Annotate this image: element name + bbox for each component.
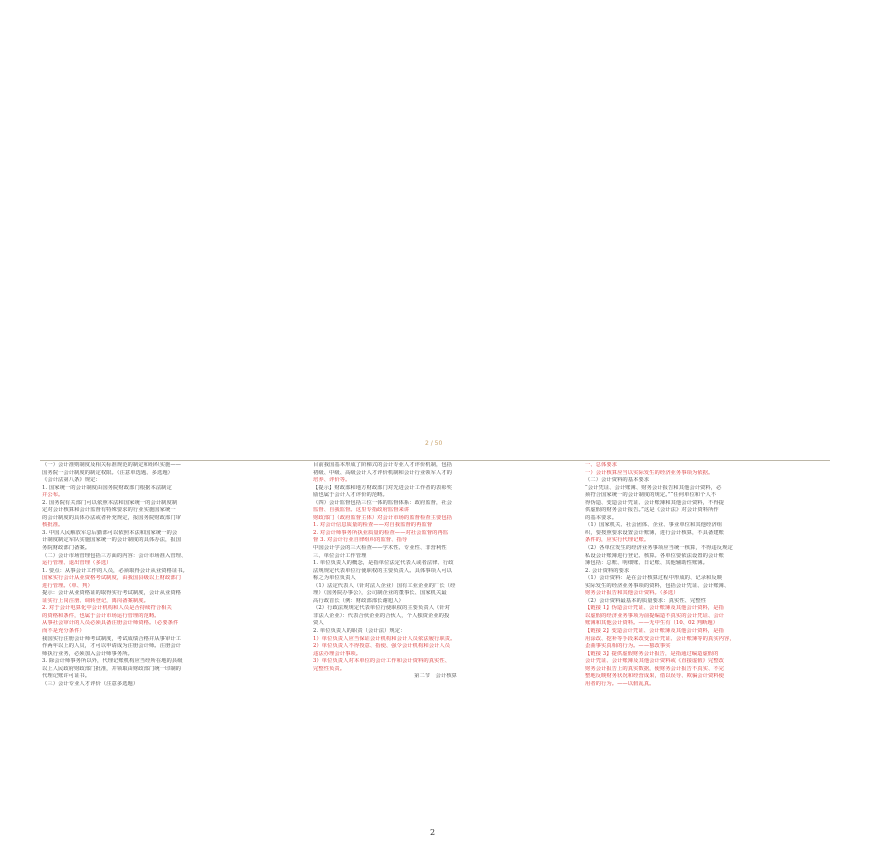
text-line: 1. 单位负责人的概念，是指单位法定代表人或者法律、行政 — [313, 560, 454, 567]
text-line: 培养、评价等。 — [313, 477, 351, 484]
text-line: 2. 国务院有关部门可以依照本法和国家统一的会计制度制 — [42, 499, 178, 506]
text-line: 作两年以上的人员，才可以申请成为注册会计师。注册会计 — [42, 643, 182, 650]
text-line: 2. 对会计师事务所执业质量的检查——对社会监督的再监 — [313, 529, 449, 536]
text-line: 定对会计核算和会计监督有特殊要求的行业实施国家统一 — [42, 507, 176, 514]
text-line: 3. 中国人民解放军总后勤部可以依照本法和国家统一的会 — [42, 529, 178, 536]
text-line: “会计凭证、会计账簿、财务会计报告和其他会计资料，必 — [585, 484, 722, 491]
text-line: 国家实行会计从业资格考试制度，由我国县级以上财政部门 — [42, 575, 182, 582]
text-line: 运行管理、退出管理（多选） — [42, 560, 112, 567]
text-line: 初级、中级、高级会计人才评价机制和会计行业领军人才的 — [313, 469, 453, 476]
text-line: 的会计制度的具体办法或者补充规定，报国务院财政部门审 — [42, 514, 182, 521]
text-line: 会计凭证、会计账簿及其他会计资料或《直接虚假》完整改 — [585, 658, 725, 665]
text-line: 提示：会计从业资格证的取得实行考试制度，会计从业资格 — [42, 590, 182, 597]
text-line: 的基本要求。 — [585, 514, 618, 521]
text-line: （2）会计资料最基本的质量要求：真实性、完整性 — [585, 597, 707, 604]
text-line: 实际发生的经济业务事项的资料，包括会计凭证、会计账簿、 — [585, 582, 730, 589]
text-line: 证实行上岗注册、调转登记，离岗备案制度。 — [42, 597, 149, 604]
text-line: 2. 单位负责人的职责（会计法）规定： — [313, 628, 406, 635]
text-line: （四）会计监督包括三位一体的监督体系：政府监督，社会 — [313, 499, 453, 506]
text-line: 进行管理。（单、判） — [42, 582, 93, 589]
text-line: 中国会计学会的三大检查——学术性、专业性、非营利性 — [313, 545, 447, 552]
column-middle — [313, 462, 558, 681]
text-line: 法规规定代表单位行使职权的主要负责人。具体事项人可以 — [313, 567, 453, 574]
text-line: 第二节 会计核算 — [414, 673, 457, 680]
text-line: 3. 除会计师事务所以外，代理记账机构应当经所在地的县级 — [42, 658, 183, 665]
text-line: 一、总体要求 — [585, 462, 618, 468]
text-line: 理）（国务院办事公），公司制企业的董事长、国家机关最 — [313, 590, 447, 597]
text-line: 供虚假的财务会计报告。”这是《会计法》对会计资料所作 — [585, 507, 719, 514]
text-line: 务院财政部门备案。 — [42, 545, 91, 552]
text-line: 非法人企业）：代表合伙企业的合伙人，个人独资企业的投 — [313, 612, 450, 619]
text-line: （2）各单位发生的经济业务事项应当统一核算，不得违反规定 — [585, 545, 733, 552]
text-line: 国务院一会计制度的制定权限。（注意单选题、多选题） — [42, 469, 174, 476]
text-line: 得伪造、变造会计凭证、会计账簿和其他会计资料，不得提 — [585, 499, 725, 506]
text-line: 织，要按照要求设置会计账簿，进行会计核算，不具备建账 — [585, 529, 725, 536]
text-line: 财政部门（政府监督主体）对会计市场的监督检查主要包括 — [313, 514, 453, 521]
text-line: 代理记账许可证书。 — [42, 673, 91, 680]
text-line: 财务会计报告和其他会计资料。（多选） — [585, 590, 679, 597]
text-line: 【链接 1】伪造会计凭证、会计账簿及其他会计资料，是指 — [585, 605, 724, 612]
header-divider — [40, 460, 830, 461]
text-line: 以虚假的经济业务事项为前提编造不真实的会计凭证、会计 — [585, 612, 725, 619]
text-line: 核批准。 — [42, 522, 64, 529]
text-line: 师执行业务，必须加入会计师事务所。 — [42, 650, 133, 657]
text-line: 须符合国家统一的会计制度的规定。”“任何单位和个人不 — [585, 492, 717, 499]
text-line: 1）单位负责人应当保证会计机构和会计人员依法履行职责。 — [313, 635, 456, 642]
text-line: 2. 对于会计电算化中会计机构和人员是否持续符合相关 — [42, 605, 172, 612]
text-line: 一）会计核算应当以实际发生的经济业务事项为依据。 — [585, 469, 714, 476]
text-line: 账簿和其他会计资料。——无中生有（10、02 判断题） — [585, 620, 719, 627]
text-line: （二）会计资料的基本要求 — [585, 477, 650, 484]
text-line: 簿包括：总账、明细账、日记账、其他辅助性账簿。 — [585, 560, 708, 567]
text-line: （三）会计专业人才评价（注意多选题） — [42, 680, 139, 687]
text-line: 目前我国基本形成了阶梯式的会计专业人才评价机制，包括 — [313, 462, 453, 468]
text-line: （1）国家机关、社会团体、企业、事业单位和其他经济组 — [585, 522, 723, 529]
text-line: 从事社会审计的人员必须具备注册会计师资格。（必要条件 — [42, 620, 179, 627]
column-right — [585, 462, 830, 688]
text-line: 完整性负责。 — [313, 665, 346, 672]
text-line: （2）行政法规规定代表单位行使职权的主要负责人（针对 — [313, 605, 451, 612]
text-line: 2）单位负责人不得授意、指使、强令会计机构和会计人员 — [313, 643, 451, 650]
text-line: 【链接 2】变造会计凭证、会计账簿及其他会计资料，是指 — [585, 628, 724, 635]
text-line: 计制度制定军队实施国家统一的会计制度的具体办法，报国 — [42, 537, 182, 544]
text-line: 3）单位负责人对本单位的会计工作和会计资料的真实性、 — [313, 658, 451, 665]
text-line: 2. 会计资料的要求 — [585, 567, 630, 574]
text-line: （一）会计准则制度及相关标准规范的制定和组织实施—— — [42, 462, 182, 468]
text-line: 《会计法第八条》规定： — [42, 477, 101, 484]
text-line: 监督、自我监督。这里专指政府监督来讲 — [313, 507, 410, 514]
text-line: 而不是充分条件） — [42, 628, 85, 635]
page-number: 2 — [430, 828, 436, 837]
text-line: 资人 — [313, 620, 324, 627]
text-line: 财务会计报告上的真实数据，使财务会计报告不真实、不完 — [585, 665, 725, 672]
text-line: 三、单位会计工作管理 — [313, 552, 367, 559]
text-line: 励也属于会计人才评价的范畴。 — [313, 492, 388, 499]
text-line: 违法办理会计事项。 — [313, 650, 362, 657]
text-line: （二）会计市场管理包括三方面的内容：会计市场准入管理、 — [42, 552, 187, 559]
text-line: 称之为单位负责人 — [313, 575, 356, 582]
text-line: 用涂改、挖补等手段来改变会计凭证、会计账簿等的真实内容， — [585, 635, 735, 642]
text-line: 【链接 3】提供虚假财务会计报告，是指通过编造虚假的 — [585, 650, 719, 657]
text-line: 1. 要点：从事会计工作的人员，必须取得会计从业资格证书。 — [42, 567, 188, 574]
text-line: （1）会计资料：是在会计核算过程中形成的、记录和反映 — [585, 575, 723, 582]
text-line: 督 3. 对会计行业自律组织的监督、指导 — [313, 537, 408, 544]
text-line: 的资格和条件，也属于会计市场运行管理的范畴。 — [42, 612, 160, 619]
text-line: 整地反映财务状况和经营成果，借以误导、欺骗会计资料使 — [585, 673, 725, 680]
text-line: （1）法定代表人（针对法人企业）国有工业企业的厂长（经 — [313, 582, 456, 589]
column-left — [42, 462, 287, 688]
text-line: 【提示】财政部和地方财政部门对先进会计工作者的表彰奖 — [313, 484, 453, 491]
text-line: 高行政首长（例：财政部部长谢旭人） — [313, 597, 404, 604]
text-line: 我国实行注册会计师考试制度，考试成绩合格并从事审计工 — [42, 635, 182, 642]
text-line: 并公布。 — [42, 492, 64, 499]
text-line: 私设会计账簿进行登记、核算。各单位要依法设置的会计账 — [585, 552, 725, 559]
text-line: 以上人民政府财政部门批准，并领取由财政部门统一印制的 — [42, 665, 182, 672]
text-line: 条件的，应实行代理记账。 — [585, 537, 650, 544]
text-line: 1. 国家统一的会计制度由国务院财政部门根据本法制定 — [42, 484, 172, 491]
text-line: 歪曲事实真相的行为。——篡改事实 — [585, 643, 671, 650]
page-counter: 2 / 50 — [425, 440, 443, 447]
text-line: 1. 对会计信息质量的检查——对自我监督的再监督 — [313, 522, 433, 529]
text-line: 用者的行为。——以假乱真。 — [585, 680, 655, 687]
